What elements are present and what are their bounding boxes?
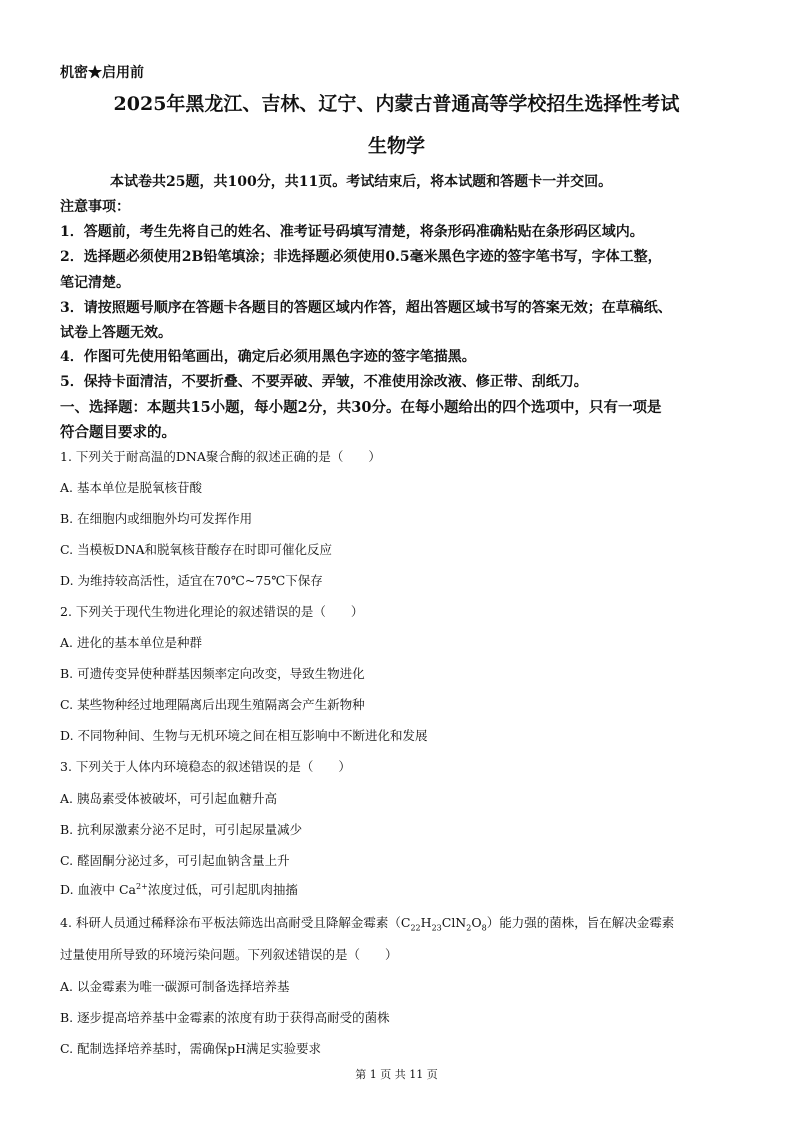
formula-o-count: 8 bbox=[481, 923, 487, 933]
q1-stem: 1. 下列关于耐高温的DNA聚合酶的叙述正确的是（ ） bbox=[60, 449, 381, 464]
note-1: 1．答题前，考生先将自己的姓名、准考证号码填写清楚，将条形码准确粘贴在条形码区域内。 bbox=[60, 224, 644, 240]
q4-option-c: C. 配制选择培养基时，需确保pH满足实验要求 bbox=[60, 1041, 321, 1056]
page-footer: 第 1 页 共 11 页 bbox=[355, 1068, 438, 1081]
q3-option-c: C. 醛固酮分泌过多，可引起血钠含量上升 bbox=[60, 853, 290, 868]
q3-option-d-text-pre: D. 血液中 Ca bbox=[60, 882, 137, 897]
note-3-line2: 试卷上答题无效。 bbox=[60, 325, 172, 341]
note-4: 4．作图可先使用铅笔画出，确定后必须用黑色字迹的签字笔描黑。 bbox=[60, 349, 476, 365]
notes-heading: 注意事项： bbox=[60, 199, 130, 215]
q4-stem-post: ）能力强的菌株，旨在解决金霉素 bbox=[486, 915, 675, 930]
note-3-line1: 3．请按照题号顺序在答题卡各题目的答题区域内作答，超出答题区域书写的答案无效；在草稿纸、 bbox=[60, 300, 672, 316]
q4-stem-pre: 4. 科研人员通过稀释涂布平板法筛选出高耐受且降解金霉素（C bbox=[60, 915, 411, 930]
q3-stem: 3. 下列关于人体内环境稳态的叙述错误的是（ ） bbox=[60, 759, 351, 774]
q4-option-a: A. 以金霉素为唯一碳源可制备选择培养基 bbox=[60, 979, 290, 994]
section-heading-line1: 一、选择题：本题共15小题，每小题2分，共30分。在每小题给出的四个选项中，只有一项是 bbox=[60, 399, 662, 416]
exam-title: 2025年黑龙江、吉林、辽宁、内蒙古普通高等学校招生选择性考试 bbox=[113, 93, 680, 115]
note-2-line1: 2．选择题必须使用2B铅笔填涂；非选择题必须使用0.5毫米黑色字迹的签字笔书写，字体工整， bbox=[60, 249, 662, 265]
subject-title: 生物学 bbox=[367, 135, 425, 157]
formula-n-count: 2 bbox=[466, 923, 472, 933]
q2-option-c: C. 某些物种经过地理隔离后出现生殖隔离会产生新物种 bbox=[60, 697, 365, 712]
q1-option-a: A. 基本单位是脱氧核苷酸 bbox=[60, 480, 202, 495]
q3-option-b: B. 抗利尿激素分泌不足时，可引起尿量减少 bbox=[60, 822, 303, 837]
secret-mark: 机密★启用前 bbox=[60, 65, 144, 81]
q2-option-b: B. 可遗传变异使种群基因频率定向改变，导致生物进化 bbox=[60, 666, 365, 681]
q1-option-b: B. 在细胞内或细胞外均可发挥作用 bbox=[60, 511, 253, 526]
formula-c-count: 22 bbox=[410, 923, 421, 933]
q2-stem: 2. 下列关于现代生物进化理论的叙述错误的是（ ） bbox=[60, 604, 364, 619]
calcium-charge: 2+ bbox=[136, 881, 148, 891]
note-2-line2: 笔记清楚。 bbox=[60, 275, 130, 291]
formula-o: O bbox=[471, 915, 482, 930]
q4-option-b: B. 逐步提高培养基中金霉素的浓度有助于获得高耐受的菌株 bbox=[60, 1010, 390, 1025]
q2-option-d: D. 不同物种间、生物与无机环境之间在相互影响中不断进化和发展 bbox=[60, 728, 428, 743]
exam-intro: 本试卷共25题，共100分，共11页。考试结束后，将本试题和答题卡一并交回。 bbox=[110, 174, 613, 190]
q3-option-a: A. 胰岛素受体被破坏，可引起血糖升高 bbox=[60, 791, 277, 806]
note-5: 5．保持卡面清洁，不要折叠、不要弄破、弄皱，不准使用涂改液、修正带、刮纸刀。 bbox=[60, 374, 588, 390]
q3-option-d-text-post: 浓度过低，可引起肌肉抽搐 bbox=[147, 882, 298, 897]
formula-cln: ClN bbox=[441, 915, 467, 930]
q2-option-a: A. 进化的基本单位是种群 bbox=[60, 635, 202, 650]
section-heading-line2: 符合题目要求的。 bbox=[60, 424, 176, 441]
q1-option-c: C. 当模板DNA和脱氧核苷酸存在时即可催化反应 bbox=[60, 542, 333, 557]
formula-h-count: 23 bbox=[431, 923, 442, 933]
q3-option-d bbox=[60, 880, 298, 898]
formula-h: H bbox=[420, 915, 432, 930]
q4-stem-line2: 过量使用所导致的环境污染问题。下列叙述错误的是（ ） bbox=[60, 947, 398, 962]
q1-option-d: D. 为维持较高活性，适宜在70℃~75℃下保存 bbox=[60, 573, 323, 588]
q4-stem-line1 bbox=[60, 913, 674, 933]
